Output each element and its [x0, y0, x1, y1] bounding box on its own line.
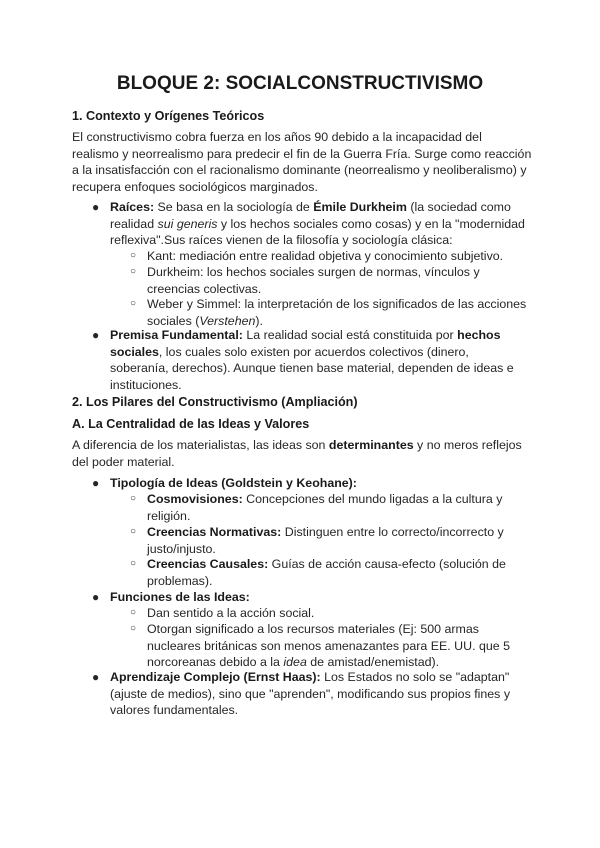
section-2-heading: 2. Los Pilares del Constructivismo (Ampliación)	[72, 395, 358, 409]
sub-item-sentido	[130, 605, 531, 622]
list-item-aprendizaje	[92, 669, 530, 719]
section-1-intro: El constructivismo cobra fuerza en los años 90 debido a la incapacidad del realismo y neorrealismo para predecir el fin de la Guerra Fría. Surge como reacción a la insatisfacción con el racionalismo dominante (neorrealismo y neoliberalismo) y recupera enfoques sociológicos marginados.	[72, 130, 532, 194]
aprendizaje-label: Aprendizaje Complejo (Ernst Haas):	[110, 670, 321, 684]
cosmovisiones-label: Cosmovisiones:	[147, 492, 243, 506]
hollow-bullet-icon: ○	[130, 250, 137, 261]
premisa-label: Premisa Fundamental:	[110, 328, 243, 342]
document-title: BLOQUE 2: SOCIALCONSTRUCTIVISMO	[116, 73, 484, 94]
bullet-icon: ●	[92, 590, 100, 604]
hollow-bullet-icon: ○	[130, 266, 137, 277]
section-2a-heading: A. La Centralidad de las Ideas y Valores	[72, 417, 310, 431]
raices-text-1: Se basa en la sociología de	[154, 200, 314, 214]
creencias-causales-label: Creencias Causales:	[147, 557, 269, 571]
creencias-causales-text: Guías de acción causa-efecto (solución de problemas).	[147, 557, 506, 588]
verstehen-term: Verstehen	[199, 313, 256, 328]
durkheim-name: Émile Durkheim	[313, 200, 407, 214]
hollow-bullet-icon: ○	[130, 298, 137, 309]
tipologia-label: Tipología de Ideas (Goldstein y Keohane):	[110, 476, 357, 490]
intro-text-1: A diferencia de los materialistas, las ideas son	[72, 438, 329, 452]
raices-text-3: y los hechos sociales como cosas) y en la "modernidad reflexiva".Sus raíces vienen de la filosofía y sociología clásica:	[110, 216, 525, 248]
list-item-funciones	[92, 589, 530, 606]
list-item-premisa	[92, 327, 530, 393]
intro-text-2: y no meros reflejos del poder material.	[72, 438, 522, 469]
weber-text-end: ).	[255, 313, 263, 328]
hollow-bullet-icon: ○	[130, 623, 137, 634]
section-2-intro	[72, 437, 532, 470]
sub-item-significado	[130, 621, 531, 671]
sub-item-text: Durkheim: los hechos sociales surgen de normas, vínculos y creencias colectivas.	[147, 265, 480, 296]
bullet-icon: ●	[92, 670, 100, 684]
significado-text-1: Otorgan significado a los recursos materiales (Ej: 500 armas nucleares británicas son menos amenazantes para EE. UU. que 5 norcoreanas debido a la	[147, 622, 510, 670]
list-item-tipologia	[92, 475, 530, 492]
hollow-bullet-icon: ○	[130, 493, 137, 504]
sui-generis-term: sui generis	[157, 216, 218, 231]
sentido-text: Dan sentido a la acción social.	[147, 606, 315, 620]
raices-text-2: (la sociedad como realidad	[110, 200, 511, 231]
raices-label: Raíces:	[110, 200, 155, 214]
hollow-bullet-icon: ○	[130, 607, 137, 618]
sub-item-cosmovisiones	[130, 491, 531, 524]
creencias-normativas-label: Creencias Normativas:	[147, 525, 282, 539]
aprendizaje-text: Los Estados no solo se "adaptan" (ajuste de medios), sino que "aprenden", modificando sus propios fines y valores fundamentales.	[110, 670, 511, 718]
idea-term: idea	[283, 655, 307, 670]
premisa-text-2: , los cuales solo existen por acuerdos colectivos (dinero, soberanía, derechos). Aunque tienen base material, dependen de ideas e instituciones.	[110, 344, 514, 392]
weber-text: Weber y Simmel: la interpretación de los significados de las acciones sociales (	[147, 297, 527, 328]
funciones-label: Funciones de las Ideas:	[110, 590, 250, 604]
determinantes-term: determinantes	[328, 438, 414, 452]
significado-text-2: de amistad/enemistad).	[306, 655, 440, 670]
sub-item-creencias-causales	[130, 556, 531, 589]
premisa-text-1: La realidad social está constituida por	[242, 328, 458, 342]
sub-item-durkheim	[130, 264, 531, 297]
bullet-icon: ●	[92, 476, 100, 490]
creencias-normativas-text: Distinguen entre lo correcto/incorrecto y justo/injusto.	[147, 525, 504, 556]
sub-item-creencias-normativas	[130, 524, 531, 557]
sub-item-text: Kant: mediación entre realidad objetiva y conocimiento subjetivo.	[147, 249, 504, 263]
hollow-bullet-icon: ○	[130, 558, 137, 569]
sub-item-weber	[130, 296, 531, 329]
sub-item-kant	[130, 248, 531, 265]
bullet-icon: ●	[92, 200, 100, 214]
section-1-heading: 1. Contexto y Orígenes Teóricos	[72, 109, 265, 123]
cosmovisiones-text: Concepciones del mundo ligadas a la cultura y religión.	[147, 492, 503, 523]
list-item-raices	[92, 199, 530, 249]
hechos-sociales-term: hechos sociales	[110, 328, 501, 359]
bullet-icon: ●	[92, 328, 100, 342]
hollow-bullet-icon: ○	[130, 526, 137, 537]
